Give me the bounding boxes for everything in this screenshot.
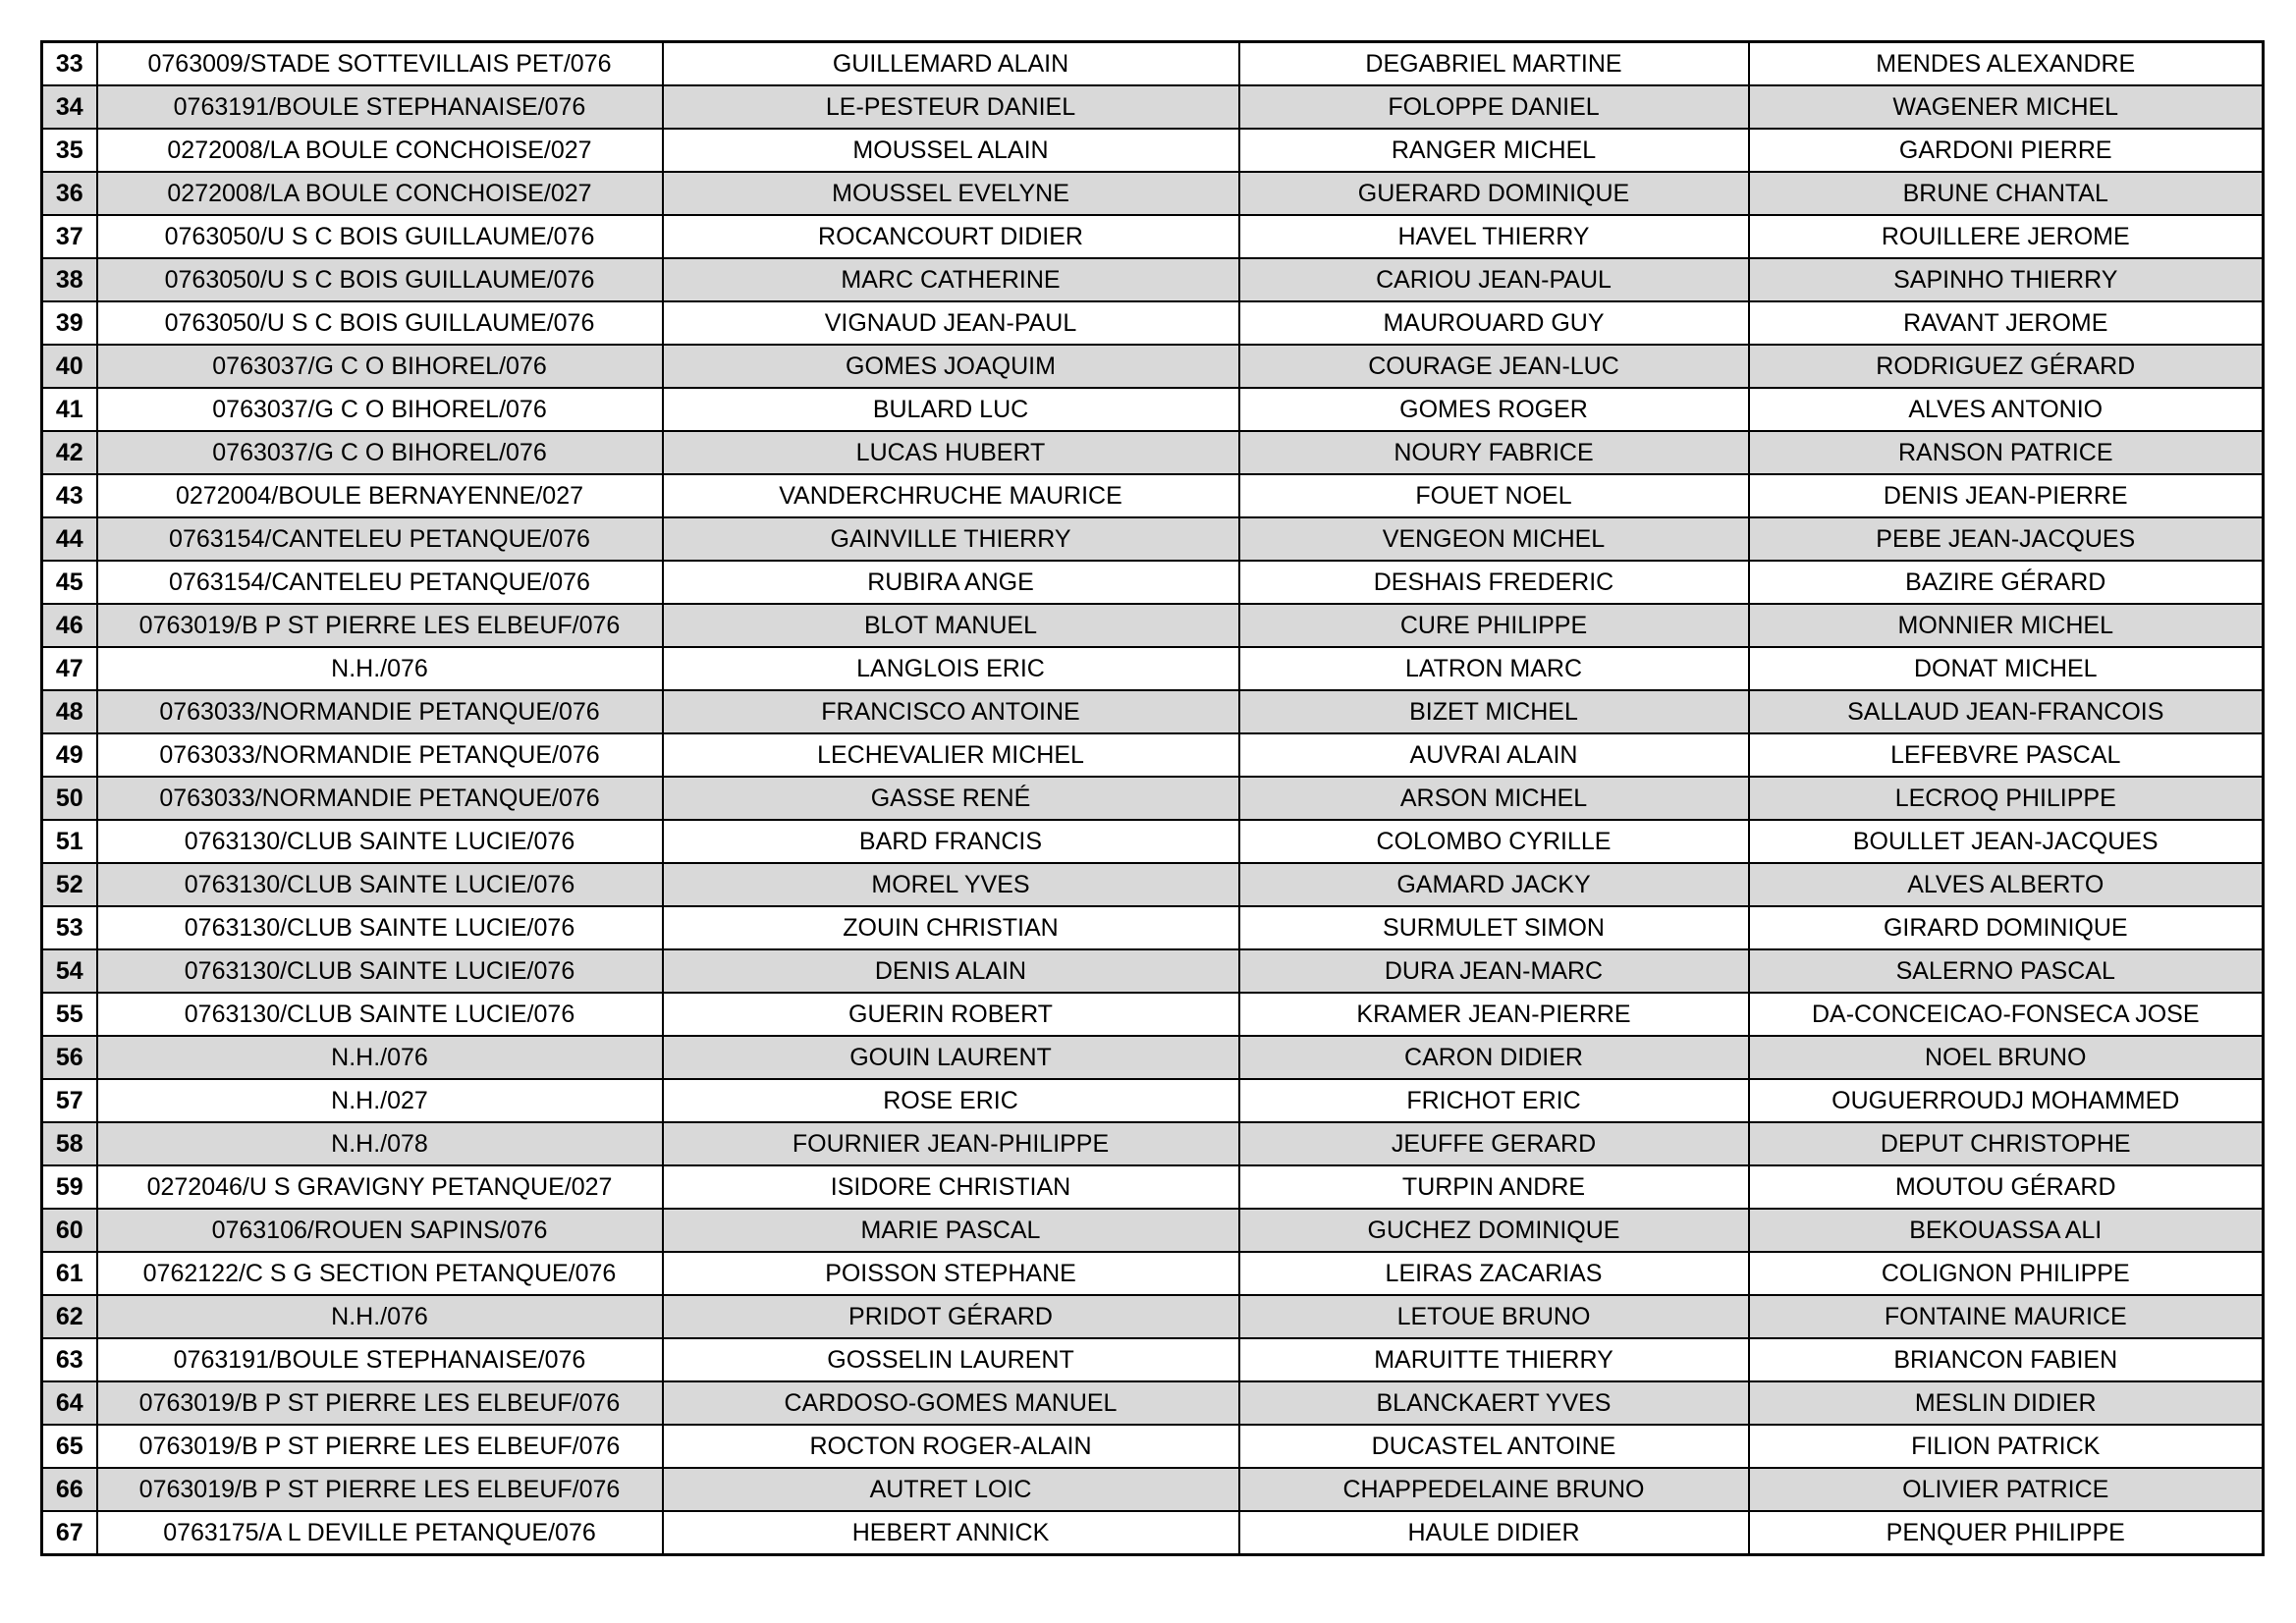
club-cell: 0763130/CLUB SAINTE LUCIE/076 <box>97 863 663 906</box>
player-2-cell: LETOUE BRUNO <box>1239 1295 1749 1338</box>
player-3-cell: BRIANCON FABIEN <box>1749 1338 2264 1381</box>
club-cell: 0763019/B P ST PIERRE LES ELBEUF/076 <box>97 1425 663 1468</box>
player-3-cell: ROUILLERE JEROME <box>1749 215 2264 258</box>
player-3-cell: BOULLET JEAN-JACQUES <box>1749 820 2264 863</box>
player-2-cell: MARUITTE THIERRY <box>1239 1338 1749 1381</box>
player-2-cell: CHAPPEDELAINE BRUNO <box>1239 1468 1749 1511</box>
player-2-cell: CARIOU JEAN-PAUL <box>1239 258 1749 301</box>
table-row <box>42 1295 2264 1338</box>
table-row <box>42 517 2264 561</box>
table-row <box>42 906 2264 949</box>
club-cell: 0763154/CANTELEU PETANQUE/076 <box>97 517 663 561</box>
club-cell: 0763191/BOULE STEPHANAISE/076 <box>97 85 663 129</box>
club-cell: 0763033/NORMANDIE PETANQUE/076 <box>97 733 663 777</box>
table-row <box>42 690 2264 733</box>
club-cell: 0763033/NORMANDIE PETANQUE/076 <box>97 777 663 820</box>
team-number-cell: 59 <box>42 1165 97 1209</box>
team-number-cell: 47 <box>42 647 97 690</box>
club-cell: 0763130/CLUB SAINTE LUCIE/076 <box>97 820 663 863</box>
player-1-cell: MARC CATHERINE <box>663 258 1239 301</box>
table-row <box>42 820 2264 863</box>
player-3-cell: GARDONI PIERRE <box>1749 129 2264 172</box>
player-2-cell: GUERARD DOMINIQUE <box>1239 172 1749 215</box>
player-2-cell: DEGABRIEL MARTINE <box>1239 42 1749 86</box>
player-2-cell: GAMARD JACKY <box>1239 863 1749 906</box>
player-3-cell: SALLAUD JEAN-FRANCOIS <box>1749 690 2264 733</box>
club-cell: 0763037/G C O BIHOREL/076 <box>97 431 663 474</box>
table-row <box>42 604 2264 647</box>
player-2-cell: ARSON MICHEL <box>1239 777 1749 820</box>
player-2-cell: DUCASTEL ANTOINE <box>1239 1425 1749 1468</box>
team-number-cell: 52 <box>42 863 97 906</box>
team-number-cell: 65 <box>42 1425 97 1468</box>
player-2-cell: JEUFFE GERARD <box>1239 1122 1749 1165</box>
table-row <box>42 1036 2264 1079</box>
team-number-cell: 63 <box>42 1338 97 1381</box>
player-3-cell: NOEL BRUNO <box>1749 1036 2264 1079</box>
team-number-cell: 44 <box>42 517 97 561</box>
player-1-cell: GOSSELIN LAURENT <box>663 1338 1239 1381</box>
player-3-cell: RODRIGUEZ GÉRARD <box>1749 345 2264 388</box>
team-number-cell: 54 <box>42 949 97 993</box>
player-2-cell: GOMES ROGER <box>1239 388 1749 431</box>
player-3-cell: OUGUERROUDJ MOHAMMED <box>1749 1079 2264 1122</box>
player-2-cell: CURE PHILIPPE <box>1239 604 1749 647</box>
player-3-cell: LEFEBVRE PASCAL <box>1749 733 2264 777</box>
player-1-cell: MOUSSEL ALAIN <box>663 129 1239 172</box>
team-number-cell: 61 <box>42 1252 97 1295</box>
team-number-cell: 64 <box>42 1381 97 1425</box>
team-number-cell: 60 <box>42 1209 97 1252</box>
player-2-cell: KRAMER JEAN-PIERRE <box>1239 993 1749 1036</box>
table-row <box>42 1338 2264 1381</box>
player-2-cell: COURAGE JEAN-LUC <box>1239 345 1749 388</box>
club-cell: N.H./076 <box>97 647 663 690</box>
player-3-cell: MOUTOU GÉRARD <box>1749 1165 2264 1209</box>
player-1-cell: POISSON STEPHANE <box>663 1252 1239 1295</box>
table-row <box>42 345 2264 388</box>
table-row <box>42 85 2264 129</box>
club-cell: 0763175/A L DEVILLE PETANQUE/076 <box>97 1511 663 1555</box>
player-3-cell: FONTAINE MAURICE <box>1749 1295 2264 1338</box>
club-cell: 0763050/U S C BOIS GUILLAUME/076 <box>97 301 663 345</box>
player-1-cell: ROCTON ROGER-ALAIN <box>663 1425 1239 1468</box>
club-cell: N.H./027 <box>97 1079 663 1122</box>
player-1-cell: BLOT MANUEL <box>663 604 1239 647</box>
club-cell: 0272004/BOULE BERNAYENNE/027 <box>97 474 663 517</box>
team-number-cell: 45 <box>42 561 97 604</box>
table-row <box>42 1079 2264 1122</box>
player-3-cell: BEKOUASSA ALI <box>1749 1209 2264 1252</box>
team-number-cell: 50 <box>42 777 97 820</box>
player-2-cell: FOLOPPE DANIEL <box>1239 85 1749 129</box>
table-row <box>42 1425 2264 1468</box>
player-2-cell: VENGEON MICHEL <box>1239 517 1749 561</box>
player-3-cell: OLIVIER PATRICE <box>1749 1468 2264 1511</box>
club-cell: 0763037/G C O BIHOREL/076 <box>97 388 663 431</box>
player-3-cell: SALERNO PASCAL <box>1749 949 2264 993</box>
player-1-cell: LUCAS HUBERT <box>663 431 1239 474</box>
player-2-cell: LATRON MARC <box>1239 647 1749 690</box>
table-row <box>42 561 2264 604</box>
table-row <box>42 733 2264 777</box>
team-number-cell: 34 <box>42 85 97 129</box>
player-1-cell: MOREL YVES <box>663 863 1239 906</box>
player-3-cell: DEPUT CHRISTOPHE <box>1749 1122 2264 1165</box>
player-2-cell: GUCHEZ DOMINIQUE <box>1239 1209 1749 1252</box>
club-cell: 0763019/B P ST PIERRE LES ELBEUF/076 <box>97 1381 663 1425</box>
player-1-cell: ROSE ERIC <box>663 1079 1239 1122</box>
table-row <box>42 431 2264 474</box>
player-2-cell: HAVEL THIERRY <box>1239 215 1749 258</box>
team-number-cell: 43 <box>42 474 97 517</box>
team-number-cell: 37 <box>42 215 97 258</box>
player-3-cell: RANSON PATRICE <box>1749 431 2264 474</box>
player-1-cell: FOURNIER JEAN-PHILIPPE <box>663 1122 1239 1165</box>
player-3-cell: PEBE JEAN-JACQUES <box>1749 517 2264 561</box>
player-3-cell: BAZIRE GÉRARD <box>1749 561 2264 604</box>
player-3-cell: SAPINHO THIERRY <box>1749 258 2264 301</box>
club-cell: 0272046/U S GRAVIGNY PETANQUE/027 <box>97 1165 663 1209</box>
player-3-cell: MESLIN DIDIER <box>1749 1381 2264 1425</box>
player-1-cell: LE-PESTEUR DANIEL <box>663 85 1239 129</box>
player-1-cell: DENIS ALAIN <box>663 949 1239 993</box>
player-1-cell: FRANCISCO ANTOINE <box>663 690 1239 733</box>
player-1-cell: LECHEVALIER MICHEL <box>663 733 1239 777</box>
club-cell: N.H./076 <box>97 1036 663 1079</box>
team-number-cell: 66 <box>42 1468 97 1511</box>
player-3-cell: DA-CONCEICAO-FONSECA JOSE <box>1749 993 2264 1036</box>
club-cell: 0763033/NORMANDIE PETANQUE/076 <box>97 690 663 733</box>
table-row <box>42 301 2264 345</box>
table-row <box>42 1209 2264 1252</box>
table-row <box>42 1511 2264 1555</box>
team-number-cell: 42 <box>42 431 97 474</box>
player-1-cell: VANDERCHRUCHE MAURICE <box>663 474 1239 517</box>
player-3-cell: DONAT MICHEL <box>1749 647 2264 690</box>
team-number-cell: 41 <box>42 388 97 431</box>
player-2-cell: MAUROUARD GUY <box>1239 301 1749 345</box>
club-cell: 0763050/U S C BOIS GUILLAUME/076 <box>97 258 663 301</box>
player-3-cell: COLIGNON PHILIPPE <box>1749 1252 2264 1295</box>
team-number-cell: 55 <box>42 993 97 1036</box>
table-row <box>42 1468 2264 1511</box>
club-cell: 0763106/ROUEN SAPINS/076 <box>97 1209 663 1252</box>
team-number-cell: 33 <box>42 42 97 86</box>
team-number-cell: 49 <box>42 733 97 777</box>
player-1-cell: CARDOSO-GOMES MANUEL <box>663 1381 1239 1425</box>
table-row <box>42 474 2264 517</box>
club-cell: 0763019/B P ST PIERRE LES ELBEUF/076 <box>97 604 663 647</box>
table-row <box>42 647 2264 690</box>
player-1-cell: GUILLEMARD ALAIN <box>663 42 1239 86</box>
club-cell: 0763037/G C O BIHOREL/076 <box>97 345 663 388</box>
player-2-cell: BIZET MICHEL <box>1239 690 1749 733</box>
table-row <box>42 777 2264 820</box>
club-cell: 0762122/C S G SECTION PETANQUE/076 <box>97 1252 663 1295</box>
player-1-cell: GUERIN ROBERT <box>663 993 1239 1036</box>
team-roster-table <box>40 40 2265 1556</box>
player-2-cell: SURMULET SIMON <box>1239 906 1749 949</box>
table-row <box>42 1165 2264 1209</box>
team-number-cell: 51 <box>42 820 97 863</box>
table-row <box>42 949 2264 993</box>
team-number-cell: 57 <box>42 1079 97 1122</box>
player-1-cell: GOMES JOAQUIM <box>663 345 1239 388</box>
club-cell: N.H./078 <box>97 1122 663 1165</box>
player-2-cell: FRICHOT ERIC <box>1239 1079 1749 1122</box>
player-3-cell: DENIS JEAN-PIERRE <box>1749 474 2264 517</box>
player-3-cell: ALVES ALBERTO <box>1749 863 2264 906</box>
club-cell: 0763191/BOULE STEPHANAISE/076 <box>97 1338 663 1381</box>
player-1-cell: ZOUIN CHRISTIAN <box>663 906 1239 949</box>
team-number-cell: 40 <box>42 345 97 388</box>
table-row <box>42 258 2264 301</box>
player-3-cell: ALVES ANTONIO <box>1749 388 2264 431</box>
player-1-cell: GASSE RENÉ <box>663 777 1239 820</box>
table-row <box>42 42 2264 86</box>
club-cell: 0763130/CLUB SAINTE LUCIE/076 <box>97 993 663 1036</box>
player-1-cell: LANGLOIS ERIC <box>663 647 1239 690</box>
table-row <box>42 215 2264 258</box>
table-row <box>42 129 2264 172</box>
player-1-cell: ISIDORE CHRISTIAN <box>663 1165 1239 1209</box>
table-row <box>42 388 2264 431</box>
team-number-cell: 58 <box>42 1122 97 1165</box>
player-2-cell: AUVRAI ALAIN <box>1239 733 1749 777</box>
roster-body <box>42 42 2264 1555</box>
player-1-cell: BULARD LUC <box>663 388 1239 431</box>
table-row <box>42 863 2264 906</box>
team-number-cell: 53 <box>42 906 97 949</box>
team-number-cell: 48 <box>42 690 97 733</box>
table-row <box>42 1252 2264 1295</box>
player-1-cell: VIGNAUD JEAN-PAUL <box>663 301 1239 345</box>
player-3-cell: GIRARD DOMINIQUE <box>1749 906 2264 949</box>
club-cell: 0272008/LA BOULE CONCHOISE/027 <box>97 172 663 215</box>
player-1-cell: RUBIRA ANGE <box>663 561 1239 604</box>
player-2-cell: TURPIN ANDRE <box>1239 1165 1749 1209</box>
player-1-cell: GAINVILLE THIERRY <box>663 517 1239 561</box>
player-2-cell: DESHAIS FREDERIC <box>1239 561 1749 604</box>
player-2-cell: NOURY FABRICE <box>1239 431 1749 474</box>
team-number-cell: 35 <box>42 129 97 172</box>
player-1-cell: AUTRET LOIC <box>663 1468 1239 1511</box>
player-3-cell: MENDES ALEXANDRE <box>1749 42 2264 86</box>
team-number-cell: 56 <box>42 1036 97 1079</box>
player-2-cell: CARON DIDIER <box>1239 1036 1749 1079</box>
player-3-cell: FILION PATRICK <box>1749 1425 2264 1468</box>
player-1-cell: HEBERT ANNICK <box>663 1511 1239 1555</box>
club-cell: 0763009/STADE SOTTEVILLAIS PET/076 <box>97 42 663 86</box>
player-1-cell: BARD FRANCIS <box>663 820 1239 863</box>
player-1-cell: ROCANCOURT DIDIER <box>663 215 1239 258</box>
team-number-cell: 46 <box>42 604 97 647</box>
player-2-cell: HAULE DIDIER <box>1239 1511 1749 1555</box>
player-2-cell: COLOMBO CYRILLE <box>1239 820 1749 863</box>
table-row <box>42 1381 2264 1425</box>
club-cell: 0763130/CLUB SAINTE LUCIE/076 <box>97 949 663 993</box>
team-number-cell: 67 <box>42 1511 97 1555</box>
team-number-cell: 39 <box>42 301 97 345</box>
club-cell: 0763050/U S C BOIS GUILLAUME/076 <box>97 215 663 258</box>
player-2-cell: RANGER MICHEL <box>1239 129 1749 172</box>
player-3-cell: PENQUER PHILIPPE <box>1749 1511 2264 1555</box>
team-number-cell: 36 <box>42 172 97 215</box>
club-cell: 0272008/LA BOULE CONCHOISE/027 <box>97 129 663 172</box>
player-3-cell: BRUNE CHANTAL <box>1749 172 2264 215</box>
team-number-cell: 38 <box>42 258 97 301</box>
player-1-cell: MOUSSEL EVELYNE <box>663 172 1239 215</box>
club-cell: N.H./076 <box>97 1295 663 1338</box>
player-3-cell: RAVANT JEROME <box>1749 301 2264 345</box>
table-row <box>42 993 2264 1036</box>
player-3-cell: WAGENER MICHEL <box>1749 85 2264 129</box>
club-cell: 0763019/B P ST PIERRE LES ELBEUF/076 <box>97 1468 663 1511</box>
player-2-cell: FOUET NOEL <box>1239 474 1749 517</box>
player-3-cell: MONNIER MICHEL <box>1749 604 2264 647</box>
table-row <box>42 1122 2264 1165</box>
team-number-cell: 62 <box>42 1295 97 1338</box>
player-2-cell: BLANCKAERT YVES <box>1239 1381 1749 1425</box>
club-cell: 0763130/CLUB SAINTE LUCIE/076 <box>97 906 663 949</box>
player-3-cell: LECROQ PHILIPPE <box>1749 777 2264 820</box>
player-2-cell: DURA JEAN-MARC <box>1239 949 1749 993</box>
player-2-cell: LEIRAS ZACARIAS <box>1239 1252 1749 1295</box>
player-1-cell: PRIDOT GÉRARD <box>663 1295 1239 1338</box>
table-row <box>42 172 2264 215</box>
club-cell: 0763154/CANTELEU PETANQUE/076 <box>97 561 663 604</box>
player-1-cell: GOUIN LAURENT <box>663 1036 1239 1079</box>
player-1-cell: MARIE PASCAL <box>663 1209 1239 1252</box>
